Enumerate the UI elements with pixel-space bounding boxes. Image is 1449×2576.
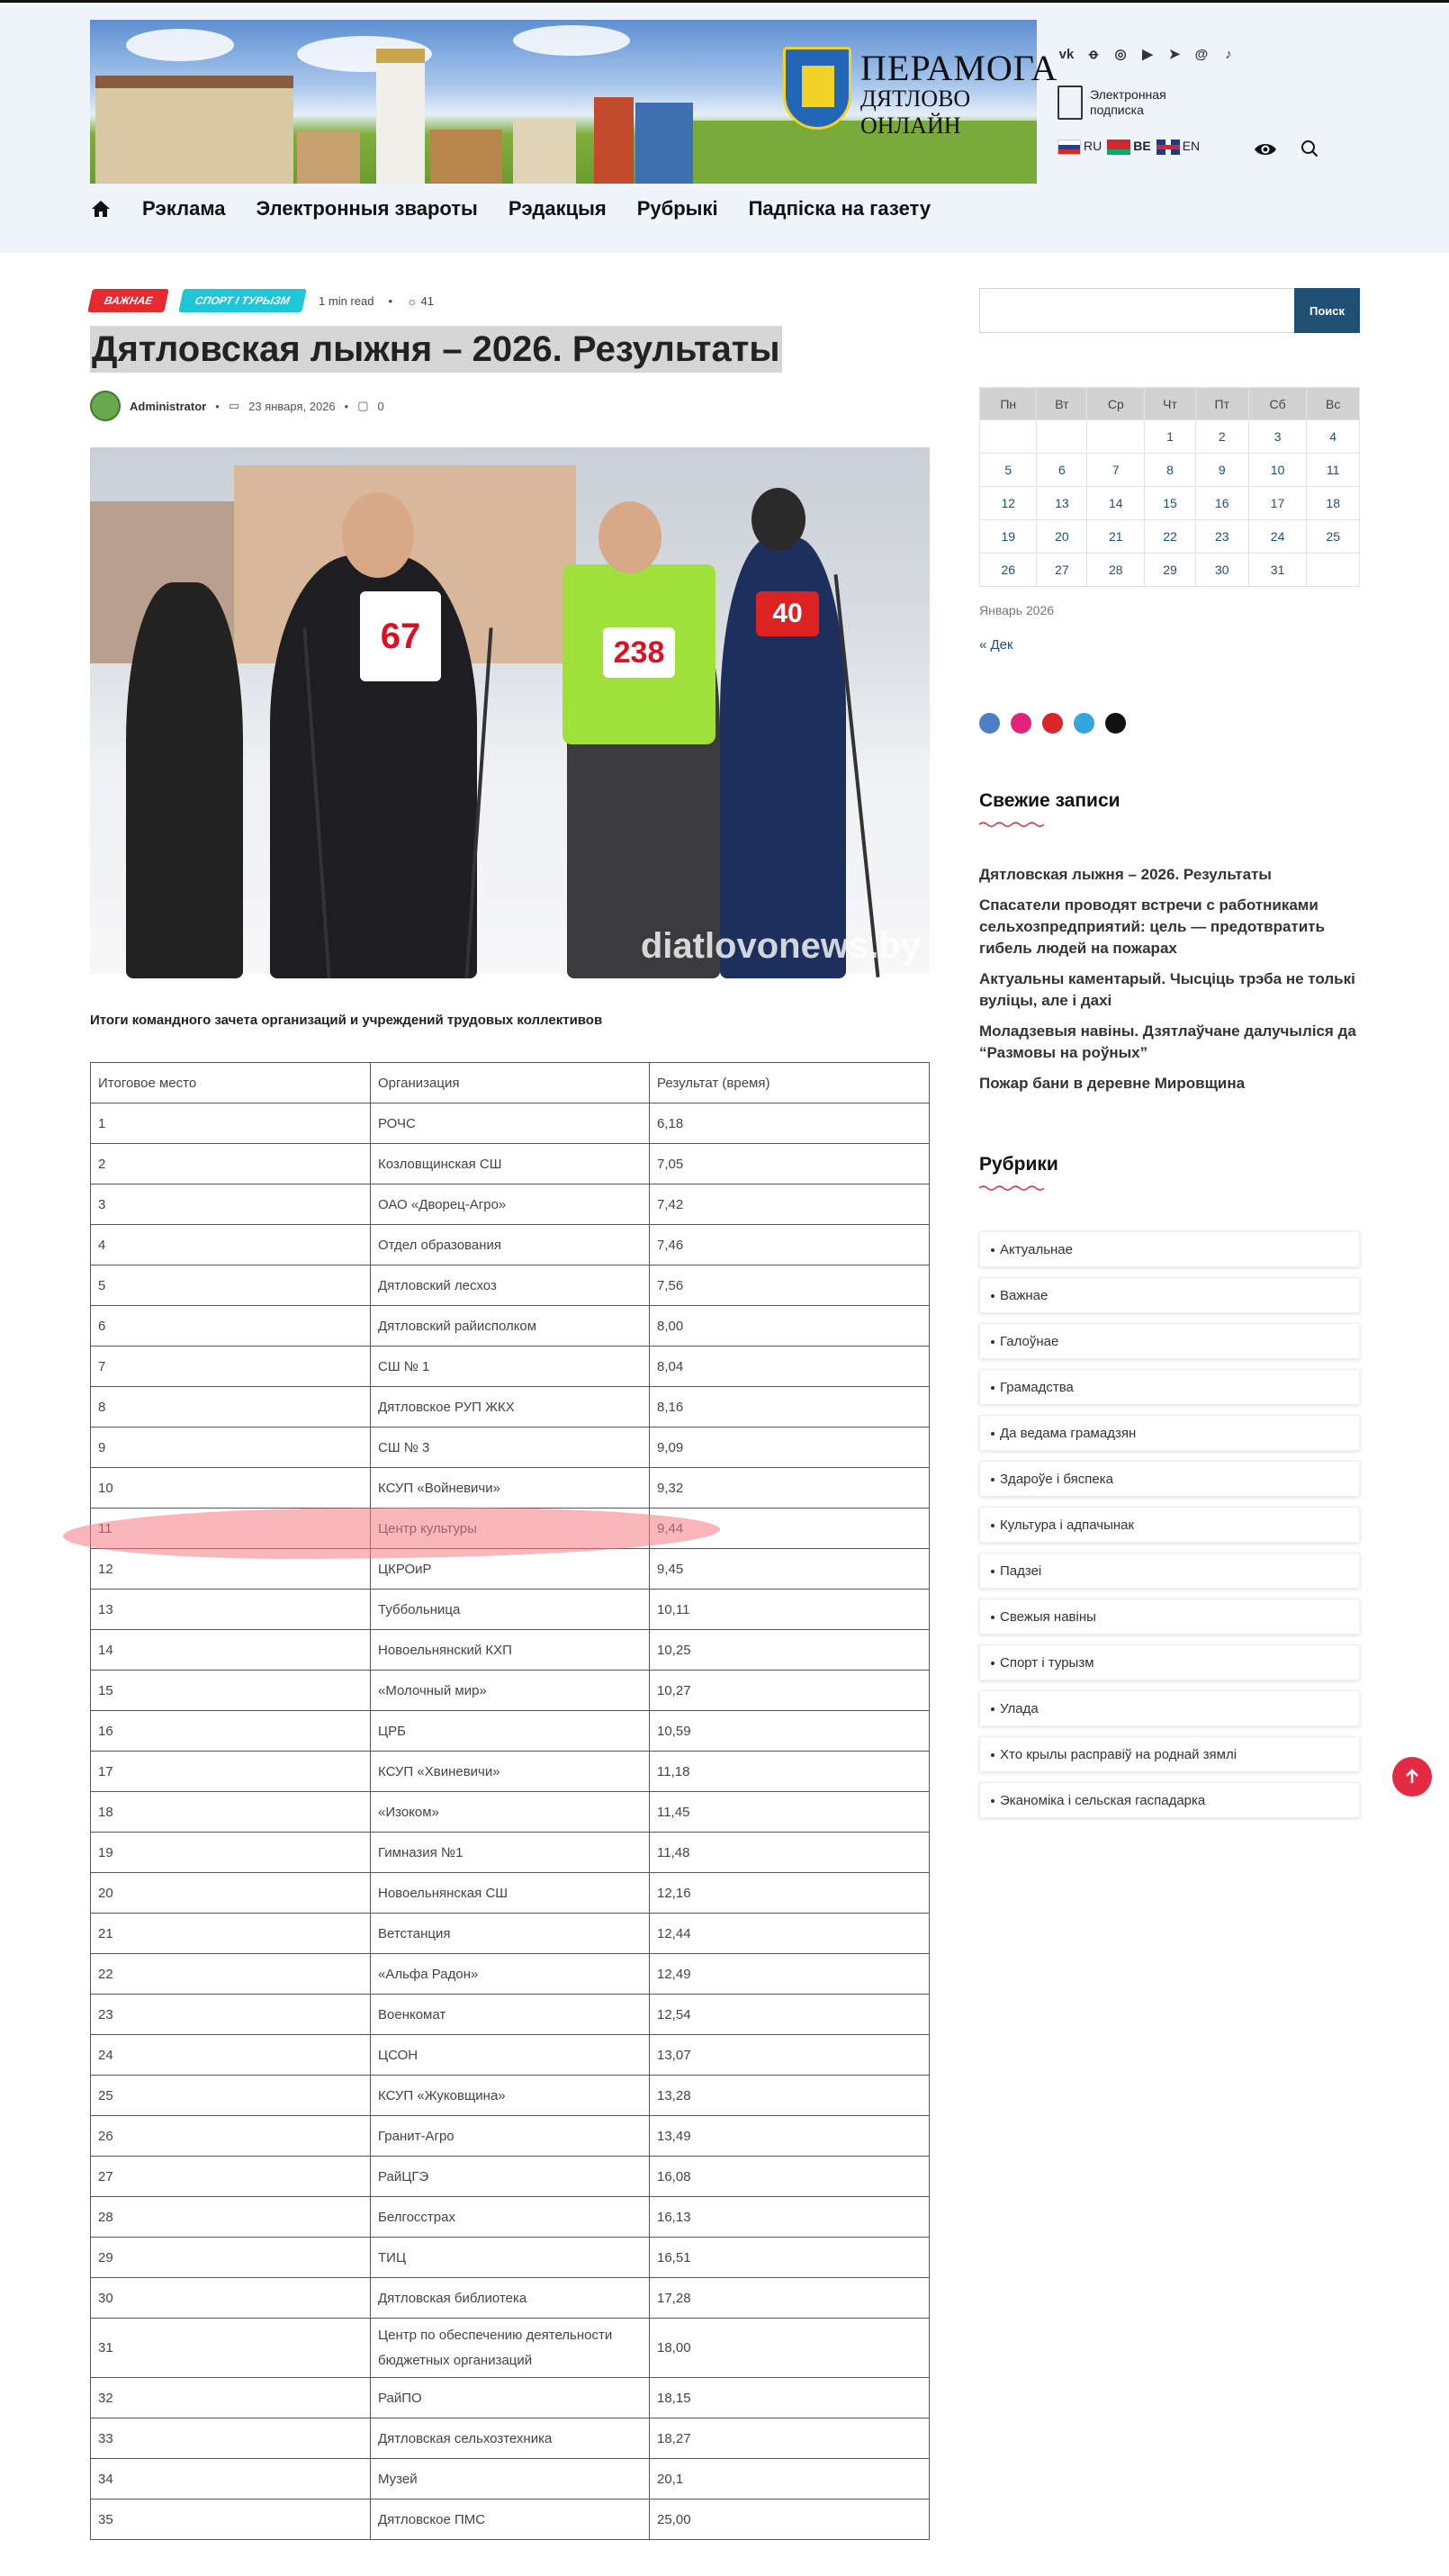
belarus-flag-icon bbox=[1107, 140, 1130, 155]
time-cell: 13,07 bbox=[650, 2035, 930, 2076]
time-cell: 12,44 bbox=[650, 1914, 930, 1954]
date: 23 января, 2026 bbox=[248, 399, 336, 413]
weekday-header: Ср bbox=[1087, 388, 1145, 420]
rubric-link[interactable]: Культура і адпачынак bbox=[979, 1507, 1360, 1543]
organization-cell: СШ № 1 bbox=[371, 1347, 650, 1387]
calendar-day[interactable]: 10 bbox=[1248, 454, 1307, 487]
table-row bbox=[91, 1184, 930, 1225]
table-row bbox=[91, 1711, 930, 1752]
organization-cell: «Изоком» bbox=[371, 1792, 650, 1833]
youtube-icon[interactable]: ▶ bbox=[1142, 47, 1153, 62]
email-icon[interactable]: @ bbox=[1194, 46, 1209, 62]
place-cell: 17 bbox=[91, 1752, 371, 1792]
calendar-day[interactable]: 9 bbox=[1195, 454, 1248, 487]
home-icon[interactable] bbox=[90, 198, 112, 220]
bib-number: 67 bbox=[360, 591, 441, 681]
vk-icon[interactable]: vk bbox=[1058, 46, 1075, 62]
social-links bbox=[1058, 45, 1238, 63]
social-dots bbox=[979, 713, 1126, 734]
time-cell: 10,11 bbox=[650, 1590, 930, 1630]
calendar-caption: Январь 2026 bbox=[979, 603, 1055, 617]
time-cell: 13,49 bbox=[650, 2116, 930, 2157]
calendar-day[interactable]: 21 bbox=[1087, 520, 1145, 554]
bib-number: 40 bbox=[756, 591, 819, 636]
calendar-day[interactable]: 30 bbox=[1195, 554, 1248, 587]
rubrics-title: Рубрики bbox=[979, 1154, 1058, 1175]
calendar-day[interactable]: 19 bbox=[980, 520, 1037, 554]
time-cell: 10,59 bbox=[650, 1711, 930, 1752]
organization-cell: КСУП «Жуковщина» bbox=[371, 2076, 650, 2116]
organization-cell: ОАО «Дворец-Агро» bbox=[371, 1184, 650, 1225]
calendar-week bbox=[980, 487, 1360, 520]
time-cell: 18,15 bbox=[650, 2378, 930, 2418]
table-row bbox=[91, 2076, 930, 2116]
nav-item-advertising[interactable]: Рэклама bbox=[142, 197, 226, 220]
place-cell: 22 bbox=[91, 1954, 371, 1995]
table-row bbox=[91, 1995, 930, 2035]
time-cell: 7,46 bbox=[650, 1225, 930, 1265]
time-cell: 17,28 bbox=[650, 2278, 930, 2319]
time-cell: 11,45 bbox=[650, 1792, 930, 1833]
place-cell: 9 bbox=[91, 1428, 371, 1468]
place-cell: 29 bbox=[91, 2238, 371, 2278]
social-dot-icon[interactable] bbox=[1042, 713, 1063, 734]
recent-post-link[interactable]: Моладзевыя навіны. Дзятлаўчане далучыліся да “Размовы на роўных” bbox=[979, 1022, 1356, 1061]
place-cell: 8 bbox=[91, 1387, 371, 1428]
table-row bbox=[91, 1671, 930, 1711]
recent-posts-title: Свежие записи bbox=[979, 790, 1120, 811]
weekday-header: Пт bbox=[1195, 388, 1248, 420]
table-row bbox=[91, 1914, 930, 1954]
place-cell: 14 bbox=[91, 1630, 371, 1671]
organization-cell: ЦКРОиР bbox=[371, 1549, 650, 1590]
place-cell: 26 bbox=[91, 2116, 371, 2157]
organization-cell: Дятловское ПМС bbox=[371, 2499, 650, 2540]
bullet: • bbox=[388, 293, 393, 308]
time-cell: 7,42 bbox=[650, 1184, 930, 1225]
time-cell: 12,49 bbox=[650, 1954, 930, 1995]
time-cell: 7,56 bbox=[650, 1265, 930, 1306]
calendar-day[interactable]: 27 bbox=[1037, 554, 1087, 587]
table-row bbox=[91, 1103, 930, 1144]
place-cell: 34 bbox=[91, 2459, 371, 2499]
place-cell: 13 bbox=[91, 1590, 371, 1630]
organization-cell: Новоельнянская СШ bbox=[371, 1873, 650, 1914]
table-row bbox=[91, 1306, 930, 1347]
russia-flag-icon bbox=[1058, 140, 1081, 155]
telegram-icon[interactable]: ➤ bbox=[1168, 47, 1181, 62]
calendar-day[interactable]: 14 bbox=[1087, 487, 1145, 520]
calendar-day[interactable]: 16 bbox=[1195, 487, 1248, 520]
weekday-header: Чт bbox=[1145, 388, 1196, 420]
place-cell: 33 bbox=[91, 2418, 371, 2459]
place-cell: 16 bbox=[91, 1711, 371, 1752]
lang-ru[interactable]: RU bbox=[1058, 139, 1102, 155]
lang-en[interactable]: EN bbox=[1156, 139, 1200, 155]
calendar-day[interactable]: 8 bbox=[1145, 454, 1196, 487]
table-row bbox=[91, 2319, 930, 2378]
time-cell: 11,48 bbox=[650, 1833, 930, 1873]
organization-cell: Дятловский лесхоз bbox=[371, 1265, 650, 1306]
article-photo bbox=[90, 447, 930, 974]
search-icon[interactable] bbox=[1300, 140, 1318, 158]
table-row bbox=[91, 1265, 930, 1306]
epodpiska-label: Электронная подписка bbox=[1090, 87, 1166, 117]
table-row bbox=[91, 2157, 930, 2197]
weekday-header: Вт bbox=[1037, 388, 1087, 420]
time-cell: 10,25 bbox=[650, 1630, 930, 1671]
results-table bbox=[90, 1062, 930, 2540]
calendar-day[interactable]: 25 bbox=[1307, 520, 1360, 554]
language-switcher bbox=[1058, 139, 1200, 155]
table-row bbox=[91, 2035, 930, 2076]
table-row bbox=[91, 1225, 930, 1265]
rubric-link[interactable]: Улада bbox=[979, 1690, 1360, 1726]
scroll-to-top-button[interactable] bbox=[1392, 1757, 1432, 1797]
time-cell: 8,00 bbox=[650, 1306, 930, 1347]
table-header-row bbox=[91, 1063, 930, 1103]
rubric-link[interactable]: Свежыя навіны bbox=[979, 1599, 1360, 1635]
calendar-day bbox=[1307, 554, 1360, 587]
place-cell: 21 bbox=[91, 1914, 371, 1954]
organization-cell: «Молочный мир» bbox=[371, 1671, 650, 1711]
calendar-week bbox=[980, 554, 1360, 587]
search-button[interactable]: Поиск bbox=[1294, 288, 1360, 333]
place-cell: 2 bbox=[91, 1144, 371, 1184]
brand-title: ПЕРАМОГА bbox=[860, 48, 1058, 88]
photo-watermark: diatlovonews.by bbox=[640, 926, 921, 966]
author[interactable]: Administrator bbox=[130, 399, 207, 413]
place-cell: 30 bbox=[91, 2278, 371, 2319]
place-cell: 24 bbox=[91, 2035, 371, 2076]
calendar-day[interactable]: 26 bbox=[980, 554, 1037, 587]
place-cell: 28 bbox=[91, 2197, 371, 2238]
calendar-day[interactable]: 15 bbox=[1145, 487, 1196, 520]
main-nav bbox=[90, 187, 931, 230]
time-cell: 20,1 bbox=[650, 2459, 930, 2499]
social-dot-icon[interactable] bbox=[1074, 713, 1094, 734]
nav-item-subscription[interactable]: Падпіска на газету bbox=[748, 197, 932, 220]
organization-cell: Туббольница bbox=[371, 1590, 650, 1630]
calendar-day[interactable]: 7 bbox=[1087, 454, 1145, 487]
table-row bbox=[91, 1833, 930, 1873]
place-cell: 15 bbox=[91, 1671, 371, 1711]
place-cell: 35 bbox=[91, 2499, 371, 2540]
calendar-day[interactable]: 11 bbox=[1307, 454, 1360, 487]
time-cell: 13,28 bbox=[650, 2076, 930, 2116]
tag-important[interactable]: ВАЖНАЕ bbox=[87, 289, 169, 312]
time-cell: 8,04 bbox=[650, 1347, 930, 1387]
table-row bbox=[91, 1954, 930, 1995]
table-row bbox=[91, 1144, 930, 1184]
calendar-day[interactable]: 18 bbox=[1307, 487, 1360, 520]
time-cell: 16,08 bbox=[650, 2157, 930, 2197]
epodpiska-link[interactable] bbox=[1058, 86, 1192, 120]
calendar-week bbox=[980, 520, 1360, 554]
time-cell: 12,54 bbox=[650, 1995, 930, 2035]
organization-cell: Дятловское РУП ЖКХ bbox=[371, 1387, 650, 1428]
organization-cell: Новоельнянский КХП bbox=[371, 1630, 650, 1671]
avatar[interactable] bbox=[90, 391, 121, 421]
table-row bbox=[91, 2278, 930, 2319]
calendar-prev-link[interactable]: « Дек bbox=[979, 637, 1013, 653]
calendar-day[interactable]: 24 bbox=[1248, 520, 1307, 554]
time-cell: 7,05 bbox=[650, 1144, 930, 1184]
weekday-header: Пн bbox=[980, 388, 1037, 420]
table-row bbox=[91, 1347, 930, 1387]
instagram-icon[interactable]: ◎ bbox=[1114, 47, 1127, 62]
accessibility-eye-icon[interactable] bbox=[1254, 140, 1277, 158]
social-dot-icon[interactable] bbox=[1105, 713, 1126, 734]
place-cell: 20 bbox=[91, 1873, 371, 1914]
search-input[interactable] bbox=[979, 288, 1296, 333]
byline: Administrator • ▭ 23 января, 2026 • ▢ 0 bbox=[90, 391, 384, 421]
place-cell: 27 bbox=[91, 2157, 371, 2197]
arrow-up-icon bbox=[1403, 1768, 1421, 1786]
time-cell: 25,00 bbox=[650, 2499, 930, 2540]
rubric-link[interactable]: Важнае bbox=[979, 1277, 1360, 1313]
calendar-day[interactable]: 29 bbox=[1145, 554, 1196, 587]
rubric-link[interactable]: Спорт і турызм bbox=[979, 1644, 1360, 1680]
place-cell: 18 bbox=[91, 1792, 371, 1833]
place-cell: 23 bbox=[91, 1995, 371, 2035]
views-icon: ☼ bbox=[407, 293, 421, 308]
weekday-header: Сб bbox=[1248, 388, 1307, 420]
rubric-link[interactable]: Галоўнае bbox=[979, 1323, 1360, 1359]
time-cell: 12,16 bbox=[650, 1873, 930, 1914]
tag-sport[interactable]: СПОРТ І ТУРЫЗМ bbox=[179, 289, 307, 312]
calendar-day bbox=[1037, 420, 1087, 454]
calendar-day[interactable]: 20 bbox=[1037, 520, 1087, 554]
time-cell: 10,27 bbox=[650, 1671, 930, 1711]
rubrics-list bbox=[979, 1231, 1360, 1828]
nav-item-e-appeals[interactable]: Электронныя звароты bbox=[256, 197, 478, 220]
table-caption: Итоги командного зачета организаций и учреждений трудовых коллективов bbox=[90, 1013, 603, 1028]
time-cell: 9,32 bbox=[650, 1468, 930, 1509]
time-cell: 6,18 bbox=[650, 1103, 930, 1144]
calendar-day[interactable]: 13 bbox=[1037, 487, 1087, 520]
organization-cell: Отдел образования bbox=[371, 1225, 650, 1265]
table-row bbox=[91, 2238, 930, 2278]
table-row bbox=[91, 1468, 930, 1509]
organization-cell: КСУП «Хвиневичи» bbox=[371, 1752, 650, 1792]
column-header: Результат (время) bbox=[650, 1063, 930, 1103]
organization-cell: Центр по обеспечению деятельности бюджетных организаций bbox=[371, 2319, 650, 2378]
brand-subtitle: ДЯТЛОВО ОНЛАЙН bbox=[860, 86, 971, 139]
time-cell: 9,45 bbox=[650, 1549, 930, 1590]
calendar-day[interactable]: 3 bbox=[1248, 420, 1307, 454]
calendar-day[interactable]: 17 bbox=[1248, 487, 1307, 520]
recent-post-link[interactable]: Дятловская лыжня – 2026. Результаты bbox=[979, 866, 1272, 883]
calendar-day[interactable]: 5 bbox=[980, 454, 1037, 487]
calendar-day bbox=[980, 420, 1037, 454]
calendar-day[interactable]: 22 bbox=[1145, 520, 1196, 554]
organization-cell: Белгосстрах bbox=[371, 2197, 650, 2238]
rubric-link[interactable]: Хто крылы расправіў на роднай зямлі bbox=[979, 1736, 1360, 1772]
rubric-link[interactable]: Здароўе і бяспека bbox=[979, 1461, 1360, 1497]
header-banner[interactable] bbox=[90, 20, 1058, 184]
table-row bbox=[91, 1630, 930, 1671]
title-underline-wave bbox=[979, 1184, 1044, 1192]
views: ☼ 41 bbox=[407, 293, 435, 308]
organization-cell: «Альфа Радон» bbox=[371, 1954, 650, 1995]
time-cell: 11,18 bbox=[650, 1752, 930, 1792]
nav-item-editorial[interactable]: Рэдакцыя bbox=[508, 197, 607, 220]
time-cell: 9,09 bbox=[650, 1428, 930, 1468]
place-cell: 31 bbox=[91, 2319, 371, 2378]
calendar-day[interactable]: 1 bbox=[1145, 420, 1196, 454]
calendar-day[interactable]: 4 bbox=[1307, 420, 1360, 454]
organization-cell: ЦРБ bbox=[371, 1711, 650, 1752]
organization-cell: РайЦГЭ bbox=[371, 2157, 650, 2197]
rubric-link[interactable]: Грамадства bbox=[979, 1369, 1360, 1405]
weekday-header: Вс bbox=[1307, 388, 1360, 420]
rubric-link[interactable]: Падзеі bbox=[979, 1553, 1360, 1589]
table-row bbox=[91, 2197, 930, 2238]
place-cell: 5 bbox=[91, 1265, 371, 1306]
social-dot-icon[interactable] bbox=[1011, 713, 1031, 734]
calendar-day[interactable]: 23 bbox=[1195, 520, 1248, 554]
recent-post-link[interactable]: Пожар бани в деревне Мировщина bbox=[979, 1075, 1246, 1092]
table-row bbox=[91, 2418, 930, 2459]
calendar-day[interactable]: 12 bbox=[980, 487, 1037, 520]
table-row bbox=[91, 2499, 930, 2540]
calendar-day[interactable]: 6 bbox=[1037, 454, 1087, 487]
table-row bbox=[91, 1590, 930, 1630]
comment-icon: ▢ bbox=[357, 399, 369, 412]
rubric-link[interactable]: Эканоміка і сельская гаспадарка bbox=[979, 1782, 1360, 1818]
organization-cell: ЦСОН bbox=[371, 2035, 650, 2076]
time-cell: 18,27 bbox=[650, 2418, 930, 2459]
organization-cell: Козловщинская СШ bbox=[371, 1144, 650, 1184]
time-cell: 8,16 bbox=[650, 1387, 930, 1428]
column-header: Итоговое место bbox=[91, 1063, 371, 1103]
place-cell: 32 bbox=[91, 2378, 371, 2418]
article-title: Дятловская лыжня – 2026. Результаты bbox=[90, 326, 782, 373]
table-row bbox=[91, 1387, 930, 1428]
calendar-widget bbox=[979, 387, 1360, 587]
column-header: Организация bbox=[371, 1063, 650, 1103]
read-time: 1 min read bbox=[319, 293, 374, 308]
calendar-day[interactable]: 2 bbox=[1195, 420, 1248, 454]
organization-cell: Гимназия №1 bbox=[371, 1833, 650, 1873]
recent-posts-list bbox=[979, 864, 1366, 1103]
organization-cell: РайПО bbox=[371, 2378, 650, 2418]
place-cell: 4 bbox=[91, 1225, 371, 1265]
place-cell: 7 bbox=[91, 1347, 371, 1387]
calendar-week bbox=[980, 454, 1360, 487]
place-cell: 1 bbox=[91, 1103, 371, 1144]
organization-cell: Ветстанция bbox=[371, 1914, 650, 1954]
tiktok-icon[interactable]: ♪ bbox=[1225, 46, 1232, 62]
comments-count[interactable]: 0 bbox=[377, 399, 384, 413]
organization-cell: Дятловский райисполком bbox=[371, 1306, 650, 1347]
rubric-link[interactable]: Да ведама грамадзян bbox=[979, 1415, 1360, 1451]
table-row bbox=[91, 2459, 930, 2499]
time-cell: 16,13 bbox=[650, 2197, 930, 2238]
lang-be[interactable]: BE bbox=[1107, 139, 1150, 155]
time-cell: 18,00 bbox=[650, 2319, 930, 2378]
table-row bbox=[91, 2116, 930, 2157]
nav-item-rubrics[interactable]: Рубрыкі bbox=[636, 197, 718, 220]
organization-cell: СШ № 3 bbox=[371, 1428, 650, 1468]
calendar-day[interactable]: 28 bbox=[1087, 554, 1145, 587]
place-cell: 10 bbox=[91, 1468, 371, 1509]
uk-flag-icon bbox=[1156, 140, 1180, 155]
organization-cell: Гранит-Агро bbox=[371, 2116, 650, 2157]
table-row bbox=[91, 1752, 930, 1792]
table-row bbox=[91, 1873, 930, 1914]
place-cell: 25 bbox=[91, 2076, 371, 2116]
recent-post-link[interactable]: Актуальны каментарый. Чысціць трэба не толькі вуліцы, але і дахі bbox=[979, 970, 1355, 1009]
calendar-day[interactable]: 31 bbox=[1248, 554, 1307, 587]
odnoklassniki-icon[interactable]: ꝋ bbox=[1088, 47, 1099, 62]
organization-cell: РОЧС bbox=[371, 1103, 650, 1144]
place-cell: 12 bbox=[91, 1549, 371, 1590]
table-row bbox=[91, 1792, 930, 1833]
organization-cell: ТИЦ bbox=[371, 2238, 650, 2278]
recent-post-link[interactable]: Спасатели проводят встречи с работниками сельхозпредприятий: цель — предотвратить гибель людей на пожарах bbox=[979, 896, 1325, 957]
organization-cell: КСУП «Войневичи» bbox=[371, 1468, 650, 1509]
article-meta bbox=[90, 289, 434, 312]
bib-number: 238 bbox=[603, 627, 675, 678]
place-cell: 6 bbox=[91, 1306, 371, 1347]
calendar-icon: ▭ bbox=[228, 399, 240, 412]
table-row bbox=[91, 2378, 930, 2418]
rubric-link[interactable]: Актуальнае bbox=[979, 1231, 1360, 1267]
document-icon bbox=[1058, 86, 1083, 120]
coat-of-arms-logo bbox=[783, 47, 851, 130]
place-cell: 3 bbox=[91, 1184, 371, 1225]
calendar-week bbox=[980, 420, 1360, 454]
organization-cell: Военкомат bbox=[371, 1995, 650, 2035]
table-row bbox=[91, 1428, 930, 1468]
organization-cell: Дятловская сельхозтехника bbox=[371, 2418, 650, 2459]
calendar-day bbox=[1087, 420, 1145, 454]
title-underline-wave bbox=[979, 821, 1044, 828]
organization-cell: Музей bbox=[371, 2459, 650, 2499]
place-cell: 19 bbox=[91, 1833, 371, 1873]
organization-cell: Дятловская библиотека bbox=[371, 2278, 650, 2319]
time-cell: 16,51 bbox=[650, 2238, 930, 2278]
social-dot-icon[interactable] bbox=[979, 713, 1000, 734]
